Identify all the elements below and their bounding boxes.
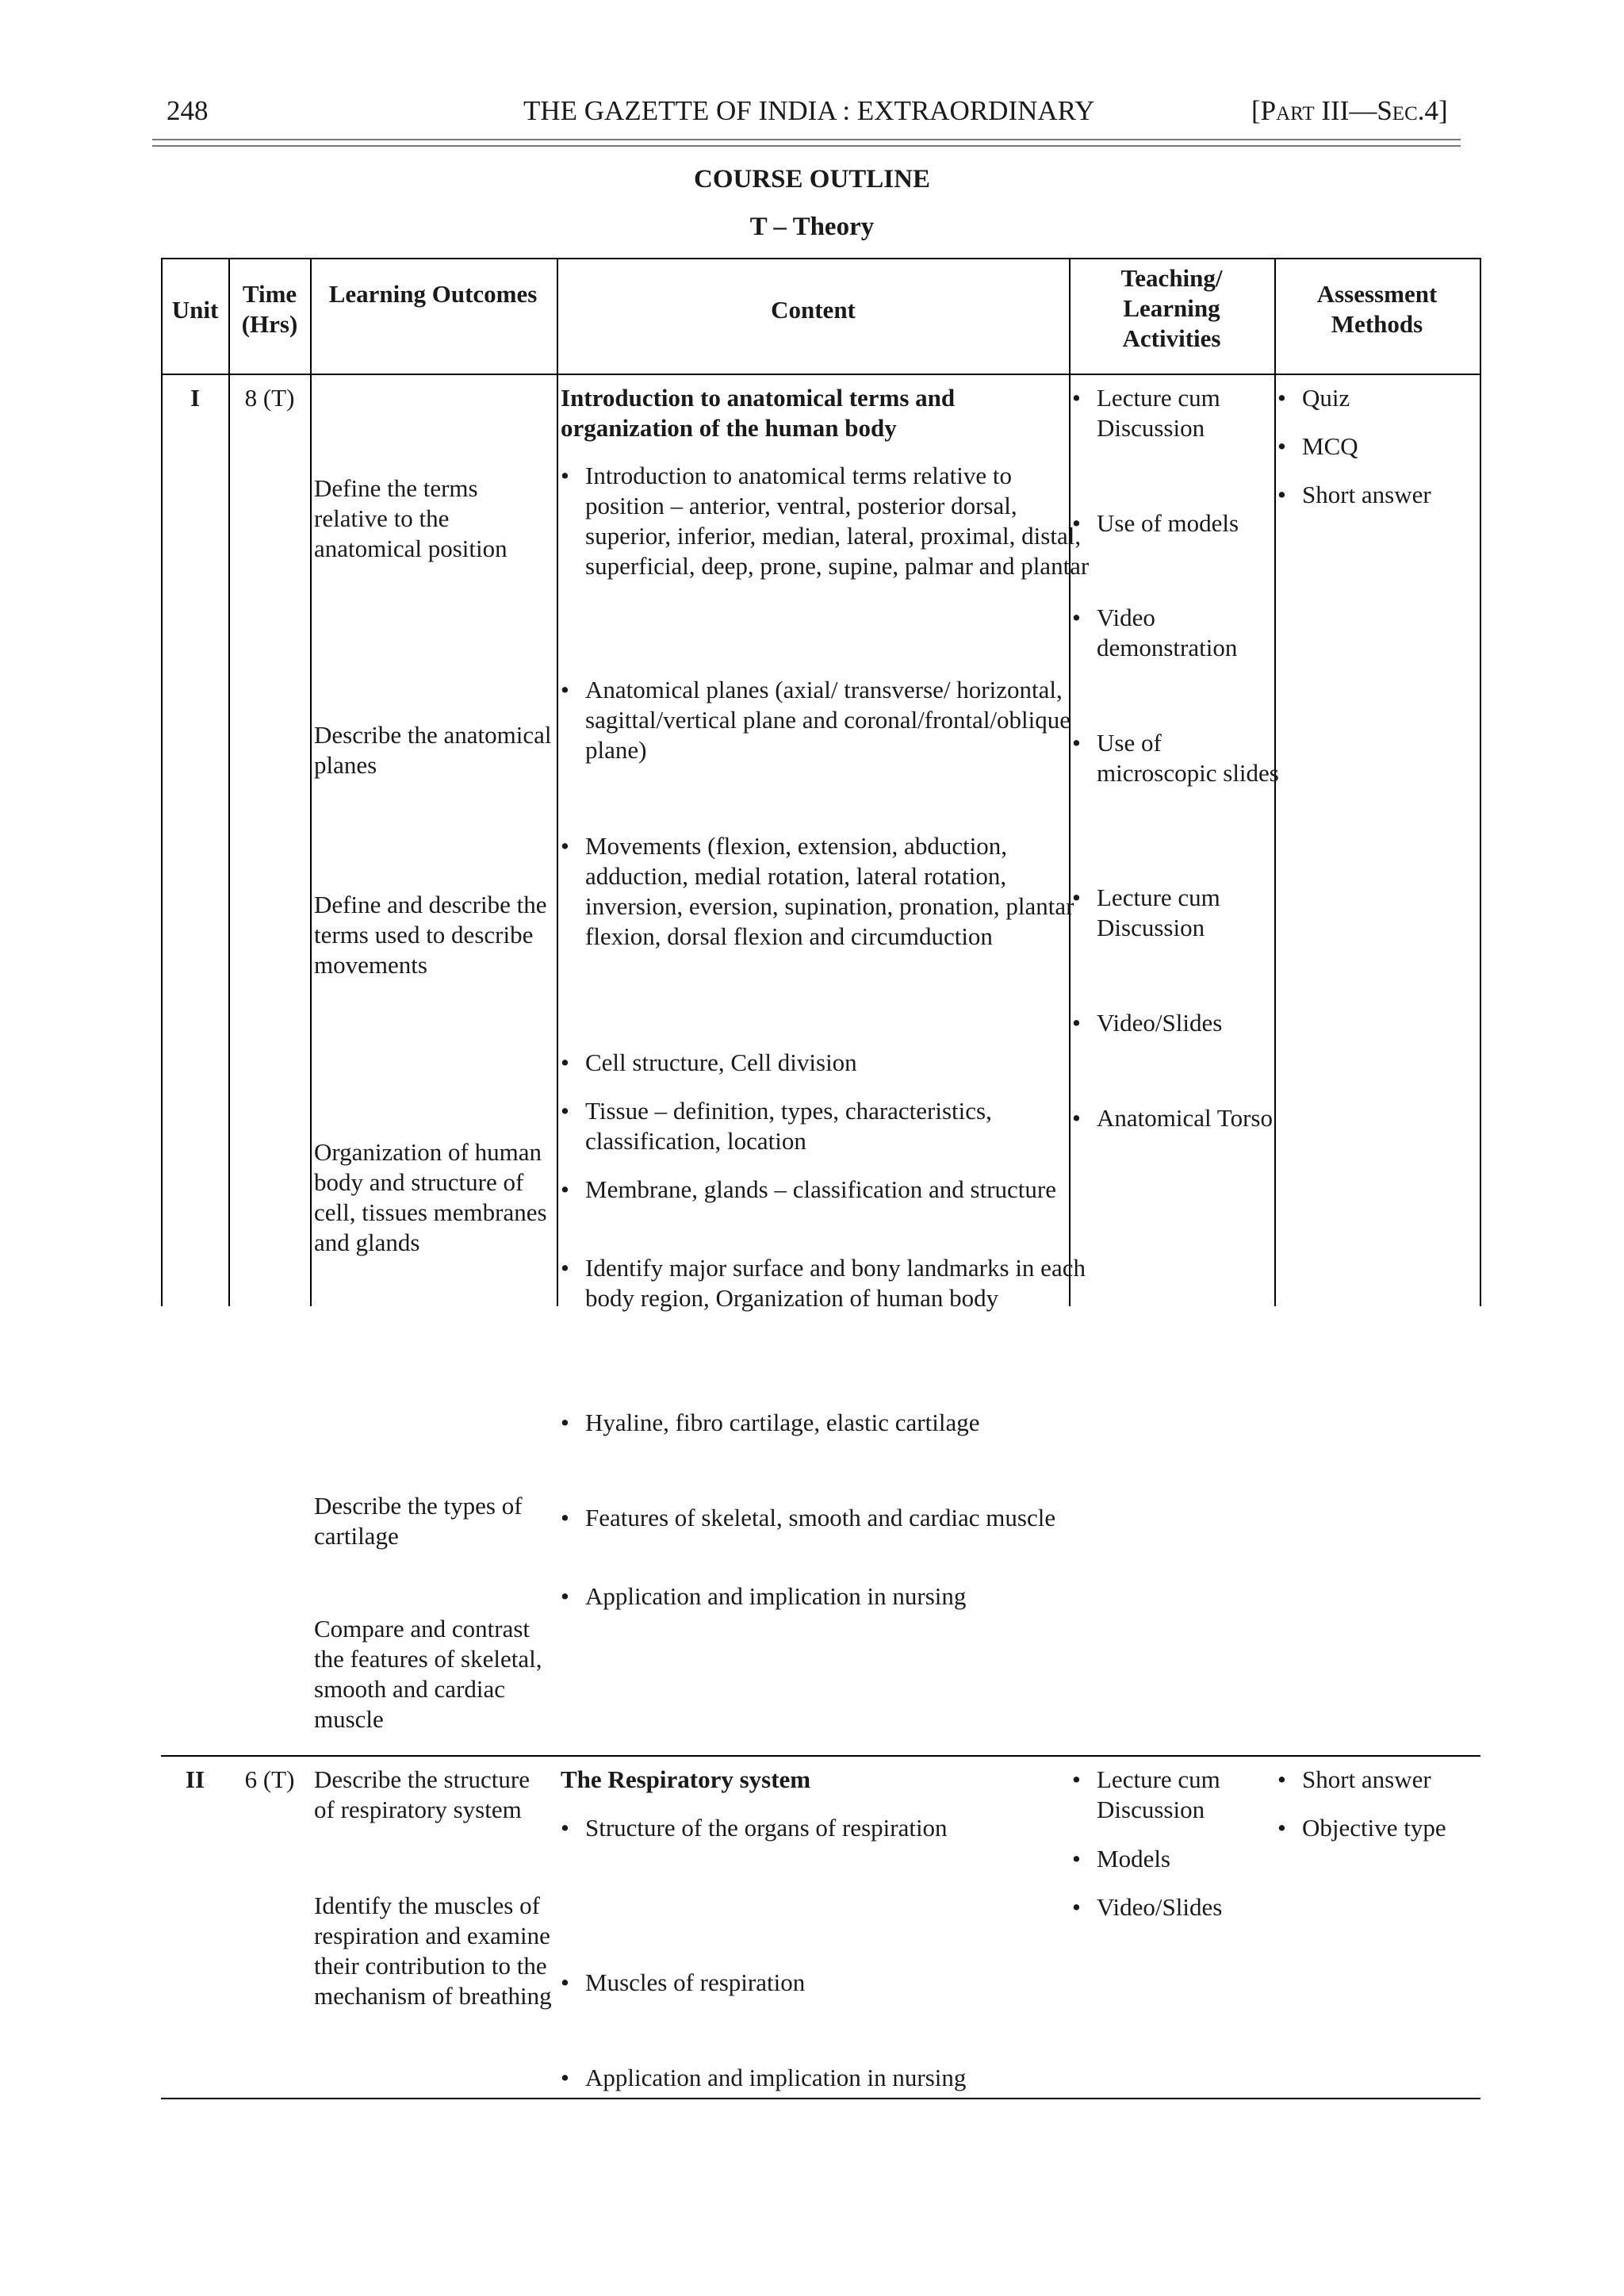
- activity-item: • Use of models: [1072, 508, 1287, 539]
- unit-number: I: [190, 384, 201, 412]
- activity-item: • Anatomical Torso: [1072, 1103, 1287, 1133]
- unit-time: 6 (T): [244, 1765, 295, 1793]
- learning-outcome: Describe the types of cartilage: [314, 1492, 523, 1550]
- assessment-item: • Short answer: [1277, 480, 1500, 510]
- learning-outcome: Define the terms relative to the anatomical position: [314, 474, 508, 562]
- learning-outcome: Identify the muscles of respiration and examine their contribution to the mechanism of breathing: [314, 1892, 552, 2010]
- column-header-time: Time (Hrs): [241, 280, 298, 338]
- activity-item: • Use of microscopic slides: [1072, 728, 1287, 788]
- learning-outcome: Describe the structure of respiratory system: [314, 1765, 530, 1823]
- content-item: • Features of skeletal, smooth and cardiac muscle: [561, 1503, 1090, 1533]
- content-item: • Membrane, glands – classification and structure: [561, 1175, 1090, 1205]
- page-header: [159, 95, 1459, 135]
- activity-item: • Video demonstration: [1072, 603, 1287, 663]
- gazette-title: THE GAZETTE OF INDIA : EXTRAORDINARY: [523, 95, 1095, 126]
- column-header-learning-outcomes: Learning Outcomes: [328, 280, 538, 308]
- content-item: • Muscles of respiration: [561, 1968, 1090, 1998]
- part-section: [Part III—Sec.4]: [1251, 95, 1448, 126]
- column-header-content: Content: [771, 296, 856, 324]
- content-item: • Identify major surface and bony landmarks in each body region, Organization of human body: [561, 1253, 1090, 1313]
- header-rule-2: [152, 145, 1461, 147]
- activity-item: • Lecture cum Discussion: [1072, 383, 1287, 443]
- assessment-item: • Quiz: [1277, 383, 1500, 413]
- content-item: • Introduction to anatomical terms relative to position – anterior, ventral, posterior dorsal, superior, inferior, median, lateral, proximal, distal, superficial, deep, prone, supine, palmar and plantar: [561, 461, 1090, 581]
- activity-item: • Lecture cum Discussion: [1072, 883, 1287, 943]
- unit-number: II: [185, 1765, 205, 1793]
- learning-outcome: Compare and contrast the features of skeletal, smooth and cardiac muscle: [314, 1615, 542, 1733]
- learning-outcome: Describe the anatomical planes: [314, 721, 552, 779]
- content-item: • Application and implication in nursing: [561, 1581, 1090, 1612]
- content-heading: Introduction to anatomical terms and organization of the human body: [561, 384, 956, 442]
- assessment-item: • MCQ: [1277, 431, 1500, 462]
- activity-item: • Lecture cum Discussion: [1072, 1765, 1287, 1825]
- header-rule: [152, 139, 1461, 140]
- column-header-assessment: Assessment Methods: [1316, 280, 1438, 338]
- page-number: 248: [167, 95, 209, 126]
- unit-time: 8 (T): [244, 384, 295, 412]
- content-item: • Structure of the organs of respiration: [561, 1813, 1090, 1843]
- course-outline-title: COURSE OUTLINE: [694, 165, 930, 194]
- learning-outcome: Organization of human body and structure of cell, tissues membranes and glands: [314, 1138, 547, 1256]
- theory-subtitle: T – Theory: [749, 213, 875, 241]
- content-item: • Anatomical planes (axial/ transverse/ horizontal, sagittal/vertical plane and coronal/frontal/oblique plane): [561, 675, 1090, 765]
- column-header-unit: Unit: [171, 296, 219, 324]
- content-item: • Application and implication in nursing: [561, 2063, 1090, 2093]
- activity-item: • Video/Slides: [1072, 1008, 1287, 1038]
- assessment-item: • Short answer: [1277, 1765, 1500, 1795]
- activity-item: • Video/Slides: [1072, 1892, 1287, 1922]
- content-item: • Cell structure, Cell division: [561, 1048, 1090, 1078]
- content-item: • Movements (flexion, extension, abduction, adduction, medial rotation, lateral rotation, inversion, eversion, supination, pronation, plantar flexion, dorsal flexion and circumduction: [561, 831, 1090, 952]
- column-header-activities: Teaching/ Learning Activities: [1120, 264, 1223, 352]
- learning-outcome: Define and describe the terms used to describe movements: [314, 891, 547, 979]
- content-heading: The Respiratory system: [561, 1765, 811, 1793]
- content-item: • Tissue – definition, types, characteristics, classification, location: [561, 1096, 1090, 1156]
- assessment-item: • Objective type: [1277, 1813, 1500, 1843]
- content-item: • Hyaline, fibro cartilage, elastic cartilage: [561, 1408, 1090, 1438]
- activity-item: • Models: [1072, 1844, 1287, 1874]
